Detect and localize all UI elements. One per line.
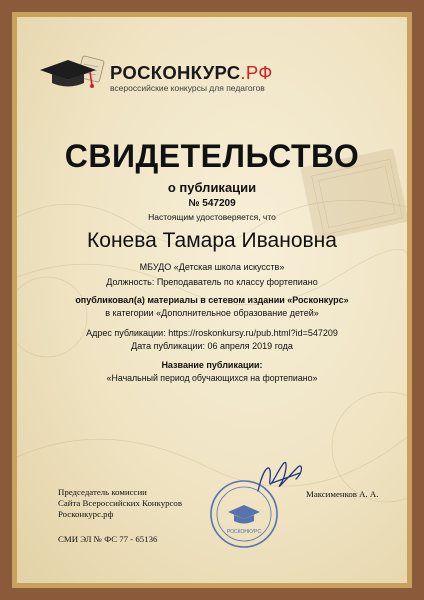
brand-suffix: .РФ — [240, 62, 273, 83]
chair-line-2: Сайта Всероссийских Конкурсов — [58, 498, 182, 508]
brand-name — [110, 62, 273, 84]
brand-tagline: всероссийские конкурсы для педагогов — [110, 83, 265, 93]
recipient-name: Конева Тамара Ивановна — [87, 229, 337, 252]
position: Должность: Преподаватель по классу фортепиано — [106, 277, 318, 287]
certificate-title: СВИДЕТЕЛЬСТВО — [64, 138, 360, 174]
stamp-text: РОСКОНКУРС — [226, 529, 262, 535]
graduation-cap-icon — [38, 52, 108, 92]
certifies-text: Настоящим удостоверяется, что — [148, 212, 276, 222]
publication-title: «Начальный период обучающихся на фортепиано» — [106, 373, 318, 383]
certificate-subtitle: о публикации — [167, 180, 257, 195]
publication-date: Дата публикации: 06 апреля 2019 года — [131, 341, 293, 351]
brand-main: РОСКОНКУРС — [110, 62, 241, 83]
stamp-seal — [208, 478, 280, 550]
category: в категории «Дополнительное образование детей» — [105, 308, 319, 318]
registration-number: СМИ ЭЛ № ФС 77 - 65136 — [58, 534, 158, 544]
signatory-name: Максименков А. А. — [306, 489, 379, 499]
chair-line-3: Росконкурс.рф — [58, 509, 114, 519]
organization: МБУДО «Детская школа искусств» — [139, 262, 285, 272]
publication-address: Адрес публикации: https://roskonkursy.ru/pub.html?id=547209 — [86, 328, 338, 338]
publication-heading: Название публикации: — [161, 360, 263, 370]
published-text: опубликовал(а) материалы в сетевом издании «Росконкурс» — [75, 295, 349, 305]
chair-line-1: Председатель комиссии — [58, 487, 147, 497]
chairman-block — [58, 487, 182, 520]
certificate-number: № 547209 — [188, 198, 236, 209]
